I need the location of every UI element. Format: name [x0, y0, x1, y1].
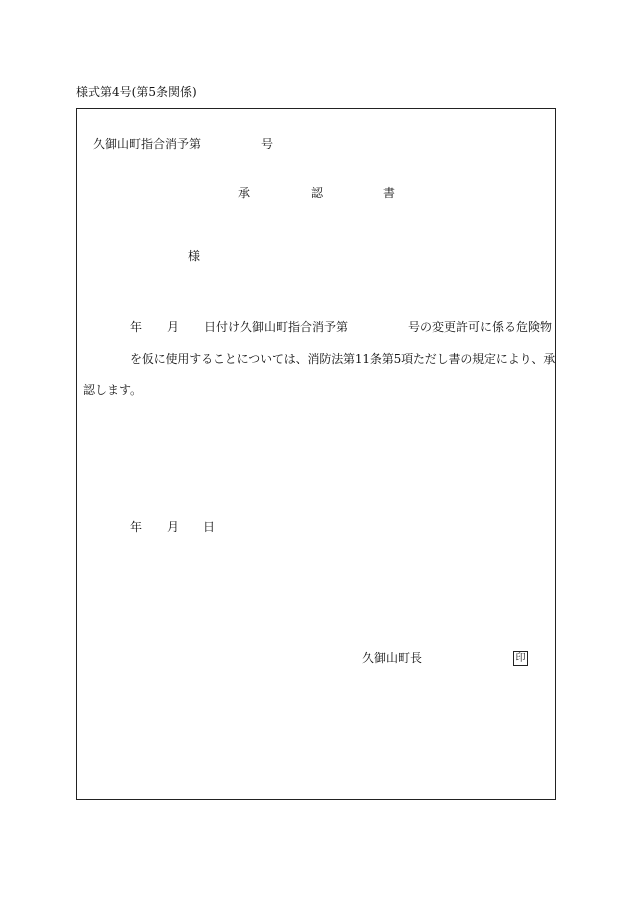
- issuer-name: 久御山町長: [362, 651, 423, 665]
- body-line1-rest: 号の変更許可に係る危険物: [408, 320, 553, 334]
- date-day: 日: [203, 520, 216, 534]
- body-line2: を仮に使用することについては、消防法第11条第5項ただし書の規定により、承: [130, 352, 556, 366]
- document-frame: [76, 108, 556, 800]
- form-label: 様式第4号(第5条関係): [76, 85, 197, 99]
- title-char-3: 書: [383, 186, 396, 200]
- date-month: 月: [167, 520, 180, 534]
- date-year: 年: [130, 520, 143, 534]
- body-line3: 認します。: [83, 383, 143, 397]
- title-char-2: 認: [311, 186, 324, 200]
- addressee-suffix: 様: [188, 249, 201, 263]
- doc-number-prefix: 久御山町指合消予第: [93, 137, 202, 151]
- body-year: 年: [130, 320, 143, 334]
- title-char-1: 承: [238, 186, 251, 200]
- seal-stamp: 印: [513, 651, 528, 666]
- body-month: 月: [167, 320, 180, 334]
- doc-number-suffix: 号: [261, 137, 274, 151]
- body-date-reference: 日付け久御山町指合消予第: [204, 320, 349, 334]
